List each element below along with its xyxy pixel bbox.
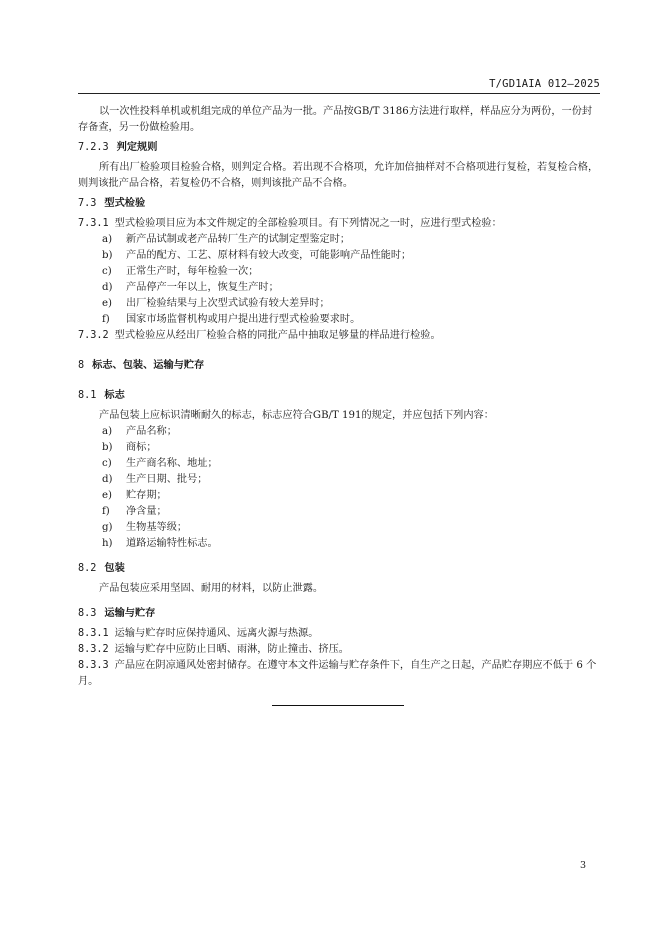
clause-number: 7.3.1 <box>78 218 109 229</box>
clause-number: 7.3.2 <box>78 330 109 341</box>
list-item <box>78 424 600 440</box>
clause-text: 产品应在阴凉通风处密封储存。在遵守本文件运输与贮存条件下，自生产之日起，产品贮存期应不低于 6 个月。 <box>78 660 597 687</box>
list-label: a) <box>102 234 113 245</box>
clause-8-3-2 <box>78 642 600 658</box>
list-item <box>78 440 600 456</box>
list-item <box>78 264 600 280</box>
section-title: 包装 <box>104 563 125 574</box>
list-text: 正常生产时，每年检验一次； <box>126 266 259 277</box>
list-item <box>78 520 600 536</box>
list-item <box>78 456 600 472</box>
list-label: b) <box>102 442 113 453</box>
list-text: 产品停产一年以上，恢复生产时； <box>126 282 279 293</box>
section-number: 8 <box>78 360 85 371</box>
list-item <box>78 280 600 296</box>
section-8-1-heading <box>78 388 600 404</box>
list-label: e) <box>102 490 113 501</box>
section-title: 判定规则 <box>116 142 158 153</box>
clause-number: 8.3.2 <box>78 644 109 655</box>
section-7-2-3-text: 所有出厂检验项目检验合格，则判定合格。若出现不合格项，允许加倍抽样对不合格项进行复检，若复检合格，则判该批产品合格，若复检仍不合格，则判该批产品不合格。 <box>78 162 599 189</box>
list-item <box>78 504 600 520</box>
list-item <box>78 488 600 504</box>
clause-number: 8.3.3 <box>78 660 109 671</box>
list-item <box>78 536 600 552</box>
page-number: 3 <box>579 860 586 871</box>
list-label: h) <box>102 538 113 549</box>
section-8-2-text: 产品包装应采用坚固、耐用的材料，以防止泄露。 <box>99 583 324 594</box>
list-text: 产品名称； <box>126 426 177 437</box>
clause-number: 8.3.1 <box>78 628 109 639</box>
section-8-heading <box>78 358 600 374</box>
list-text: 新产品试制或老产品转厂生产的试制定型鉴定时； <box>126 234 351 245</box>
header-rule <box>78 93 600 94</box>
list-label: f) <box>102 506 110 517</box>
section-number: 7.2.3 <box>78 142 109 153</box>
list-item <box>78 472 600 488</box>
list-item <box>78 296 600 312</box>
clause-7-3-1 <box>78 216 600 232</box>
list-label: g) <box>102 522 113 533</box>
list-label: a) <box>102 426 113 437</box>
list-label: d) <box>102 282 113 293</box>
list-item <box>78 232 600 248</box>
section-number: 8.1 <box>78 390 97 401</box>
list-text: 生产商名称、地址； <box>126 458 218 469</box>
section-8-2-heading <box>78 561 600 577</box>
intro-paragraph: 以一次性投料单机或机组完成的单位产品为一批。产品按GB/T 3186方法进行取样，样品应分为两份，一份封存备查，另一份做检验用。 <box>78 106 593 133</box>
list-text: 商标； <box>126 442 157 453</box>
section-7-2-3-heading <box>78 140 600 156</box>
section-title: 运输与贮存 <box>104 608 156 619</box>
end-of-document-rule <box>272 705 404 706</box>
list-text: 国家市场监督机构或用户提出进行型式检验要求时。 <box>126 314 361 325</box>
section-number: 8.3 <box>78 608 97 619</box>
document-code: T/GD1AIA 012—2025 <box>489 78 600 90</box>
list-label: e) <box>102 298 113 309</box>
list-text: 净含量； <box>126 506 167 517</box>
list-text: 贮存期； <box>126 490 167 501</box>
list-text: 生产日期、批号； <box>126 474 208 485</box>
clause-text: 运输与贮存中应防止日晒、雨淋，防止撞击、挤压。 <box>114 644 349 655</box>
list-label: c) <box>102 266 112 277</box>
list-text: 生物基等级； <box>126 522 188 533</box>
list-text: 产品的配方、工艺、原材料有较大改变，可能影响产品性能时； <box>126 250 412 261</box>
section-title: 标志、包装、运输与贮存 <box>92 360 205 371</box>
list-label: c) <box>102 458 112 469</box>
section-7-3-heading <box>78 196 600 212</box>
clause-text: 运输与贮存时应保持通风、远离火源与热源。 <box>114 628 319 639</box>
section-title: 标志 <box>104 390 125 401</box>
document-body <box>78 104 600 690</box>
list-text: 出厂检验结果与上次型式试验有较大差异时； <box>126 298 330 309</box>
clause-8-3-1 <box>78 626 600 642</box>
list-item <box>78 312 600 328</box>
clause-text: 型式检验项目应为本文件规定的全部检验项目。有下列情况之一时，应进行型式检验： <box>114 218 502 229</box>
section-number: 8.2 <box>78 563 97 574</box>
list-text: 道路运输特性标志。 <box>126 538 218 549</box>
clause-8-3-3 <box>78 658 600 690</box>
list-label: b) <box>102 250 113 261</box>
clause-7-3-2 <box>78 328 600 344</box>
section-title: 型式检验 <box>104 198 146 209</box>
list-label: f) <box>102 314 110 325</box>
clause-text: 型式检验应从经出厂检验合格的同批产品中抽取足够量的样品进行检验。 <box>114 330 441 341</box>
section-8-1-text: 产品包装上应标识清晰耐久的标志，标志应符合GB/T 191的规定，并应包括下列内容： <box>99 410 494 421</box>
list-label: d) <box>102 474 113 485</box>
section-number: 7.3 <box>78 198 97 209</box>
section-8-3-heading <box>78 606 600 622</box>
list-item <box>78 248 600 264</box>
